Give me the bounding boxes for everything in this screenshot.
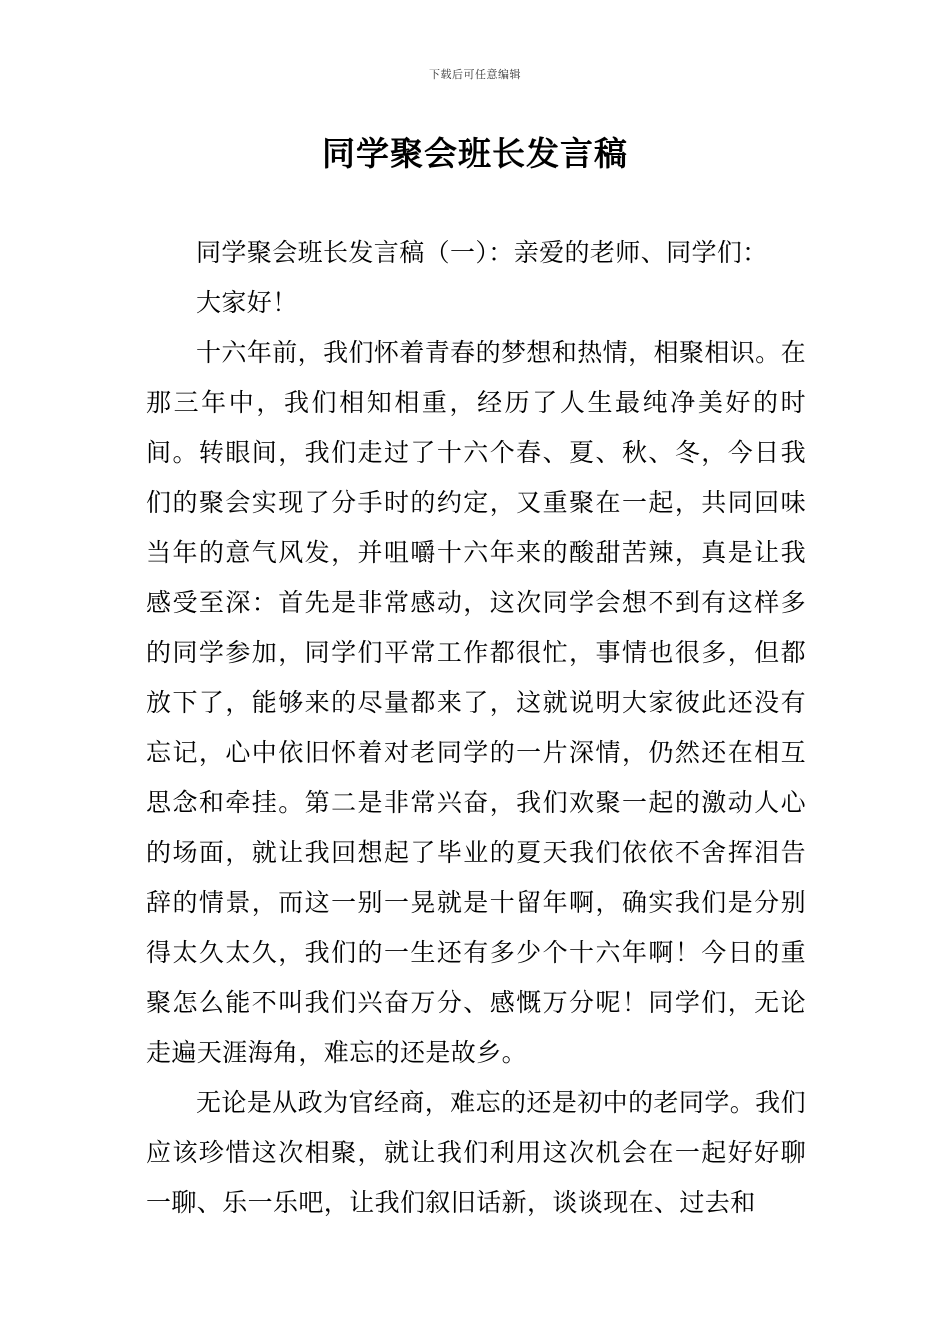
- paragraph-body-1: 十六年前，我们怀着青春的梦想和热情，相聚相识。在那三年中，我们相知相重，经历了人生最纯净美好的时间。转眼间，我们走过了十六个春、夏、秋、冬，今日我们的聚会实现了分手时的约定，又重聚在一起，共同回味当年的意气风发，并咀嚼十六年来的酸甜苦辣，真是让我感受至深：首先是非常感动，这次同学会想不到有这样多的同学参加，同学们平常工作都很忙，事情也很多，但都放下了，能够来的尽量都来了，这就说明大家彼此还没有忘记，心中依旧怀着对老同学的一片深情，仍然还在相互思念和牵挂。第二是非常兴奋，我们欢聚一起的激动人心的场面，就让我回想起了毕业的夏天我们依依不舍挥泪告辞的情景，而这一别一晃就是十留年啊，确实我们是分别得太久太久，我们的一生还有多少个十六年啊！今日的重聚怎么能不叫我们兴奋万分、感慨万分呢！同学们，无论走遍天涯海角，难忘的还是故乡。: [146, 338, 806, 1067]
- document-title: 同学聚会班长发言稿: [322, 134, 628, 173]
- paragraph-body-2: 无论是从政为官经商，难忘的还是初中的老同学。我们应该珍惜这次相聚，就让我们利用这次机会在一起好好聊一聊、乐一乐吧，让我们叙旧话新，谈谈现在、过去和: [146, 1088, 806, 1217]
- header-note: 下载后可任意编辑: [429, 68, 521, 81]
- document-body: [146, 228, 806, 1228]
- paragraph-greeting: 大家好！: [196, 288, 298, 317]
- paragraph-salutation: 同学聚会班长发言稿（一）：亲爱的老师、同学们：: [196, 238, 768, 267]
